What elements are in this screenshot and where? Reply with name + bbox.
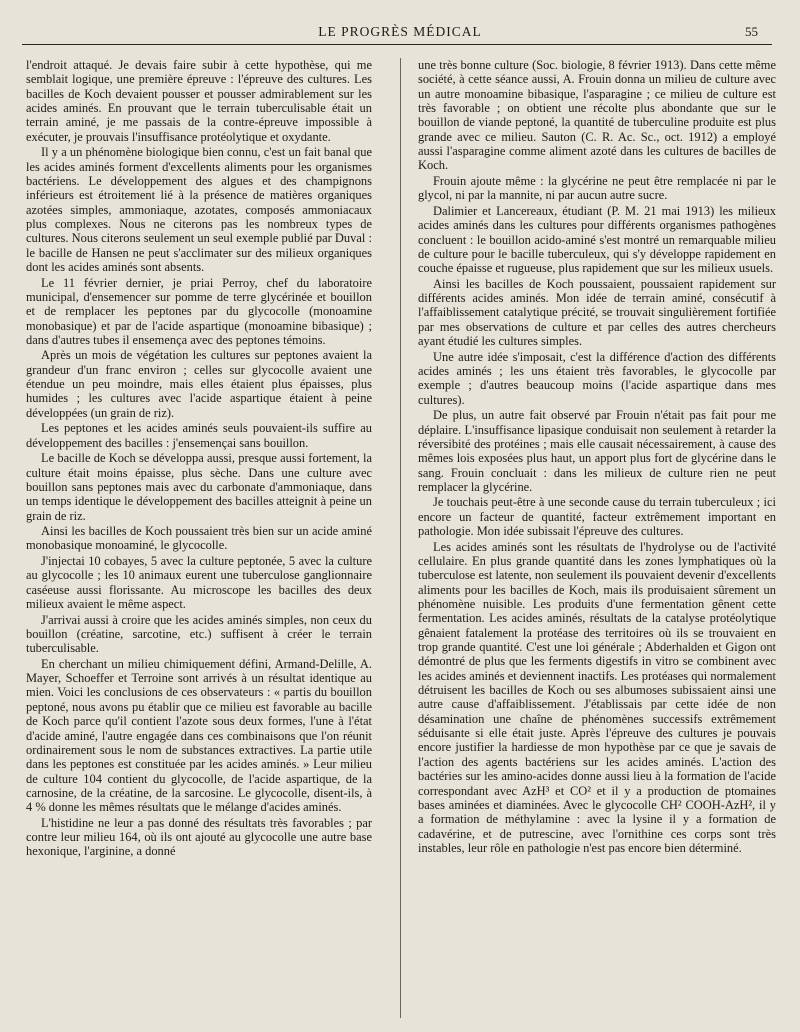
paragraph: Le bacille de Koch se développa aussi, presque aussi fortement, la culture était moins épaisse, plus sèche. Dans une culture avec bouillon sans peptones mais avec du carbonate d'ammoniaque, dans un temps identique le développement des bacilles atteignit à peine un grain de riz. xyxy=(26,451,372,523)
paragraph: Ainsi les bacilles de Koch poussaient très bien sur un acide aminé monobasique monoaminé, le glycocolle. xyxy=(26,524,372,553)
header-rule xyxy=(22,44,772,45)
paragraph: Une autre idée s'imposait, c'est la différence d'action des différents acides aminés ; les uns étaient très favorables, le glycocolle par exemple ; d'autres beaucoup moins (l'acide aspartique dans mes cultures). xyxy=(418,349,776,407)
paragraph: De plus, un autre fait observé par Frouin n'était pas fait pour me déplaire. L'insuffisance lipasique conduisait non seulement à retarder la réversibité des protéines ; mais elle causait nécessairement, à cause des mêmes lois exposées plus haut, un apport plus fort de glycérine dans le sang. Frouin concluait : dans les milieux de culture rien ne peut remplacer la glycérine. xyxy=(418,408,776,494)
paragraph: J'injectai 10 cobayes, 5 avec la culture peptonée, 5 avec la culture au glycocolle ; les 10 animaux eurent une tuberculose ganglionnaire caséeuse aussi florissante. Au microscope les bacilles des deux milieux avaient le même aspect. xyxy=(26,554,372,612)
left-column xyxy=(26,58,372,860)
paragraph: Frouin ajoute même : la glycérine ne peut être remplacée ni par le glycol, ni par la mannite, ni par aucun autre sucre. xyxy=(418,173,776,203)
paragraph: l'endroit attaqué. Je devais faire subir à cette hypothèse, qui me semblait logique, une première épreuve : l'épreuve des cultures. Les bacilles de Koch devaient pousser et pousser admirablement sur les acides aminés. En prouvant que le terrain tuberculisable était un terrain aminé, je me passais de la contre-épreuve impossible à exécuter, je prouvais l'insuffisance protéolytique et oxydante. xyxy=(26,58,372,144)
paragraph: Les peptones et les acides aminés seuls pouvaient-ils suffire au développement des bacilles : j'ensemençai sans bouillon. xyxy=(26,421,372,450)
paragraph: L'histidine ne leur a pas donné des résultats très favorables ; par contre leur milieu 164, où ils ont ajouté au glycocolle une autre base hexonique, l'arginine, a donné xyxy=(26,815,372,859)
paragraph: Il y a un phénomène biologique bien connu, c'est un fait banal que les acides aminés forment d'excellents aliments pour les organismes bactériens. Le développement des algues et des champignons inférieurs est étroitement lié à la présence de matières organiques azotées simples, ammoniaque, azotates, composés ammoniacaux plus complexes. Nous ne citerons pas les nombreux types de cultures. Nous citerons seulement un seul exemple publié par Duval : le bacille de Hansen ne peut s'acclimater sur des milieux organiques dont les acides aminés sont absents. xyxy=(26,145,372,274)
paragraph: Le 11 février dernier, je priai Perroy, chef du laboratoire municipal, d'ensemencer sur pomme de terre glycérinée et bouillon et de remplacer les peptones par du glycocolle (monoamine monobasique) et par de l'acide aspartique (monoamine bibasique) ; dans d'autres tubes il ensemença avec des peptones témoins. xyxy=(26,275,372,347)
paragraph: Je touchais peut-être à une seconde cause du terrain tuberculeux ; ici encore un facteur de quantité, facteur extrêmement important en pathologie. Mon idée subissait l'épreuve des cultures. xyxy=(418,495,776,539)
running-title: LE PROGRÈS MÉDICAL xyxy=(318,24,482,39)
paragraph: Les acides aminés sont les résultats de l'hydrolyse ou de l'activité cellulaire. En plus grande quantité dans les zones lymphatiques où la tuberculose est latente, non seulement ils pouvaient devenir d'excellents aliments pour les bacilles de Koch, mais ils produisaient sûrement un phénomène nuisible. Les produits d'une fermentation gênent cette fermentation. Les acides aminés, résultats de la catalyse protéolytique gênaient fatalement la protéase des territoires où ils se trouvaient en trop grande quantité. C'est une loi générale ; Abderhalden et Gigon ont démontré de plus que les ferments digestifs in vitro se combinent avec les acides aminés et deviennent inactifs. Les protéases qui normalement détruisent les bacilles de Koch ou ses albumoses subissaient ainsi une autre cause d'affaiblissement. J'établissais par cette idée de non désamination une chaîne de phénomènes successifs extrêmement séduisante si elle était juste. Après l'épreuve des cultures je pouvais encore justifier la hardiesse de mon hypothèse par ce que je savais de l'action des agents bactériens sur les acides aminés. L'action des bactéries sur les amino-acides donne aussi lieu à la formation de l'acide correspondant avec AzH³ et CO² et il y a production de ptomaines bases aminées et diaminées. Avec le glycocolle CH² COOH-AzH², il y a formation de méthylamine : avec la lysine il y a formation de cadavérine, et de putrescine, avec l'ornithine ces corps sont très instables, leur rôle en pathologie n'est pas encore bien déterminé. xyxy=(418,539,776,855)
paragraph: Dalimier et Lancereaux, étudiant (P. M. 21 mai 1913) les milieux acides aminés dans les cultures pour différents organismes pathogènes concluent : le bouillon acido-aminé s'est montré un remarquable milieu de culture pour le bacille tuberculeux, qui s'y développe rapidement en couche épaisse et rugueuse, plus rapidement que sur les milieux usuels. xyxy=(418,203,776,276)
right-column xyxy=(418,58,776,856)
paragraph: Après un mois de végétation les cultures sur peptones avaient la grandeur d'un franc environ ; celles sur glycocolle avaient une étendue un peu moindre, mais elles étaient plus épaisses, plus humides ; les cultures avec l'acide aspartique étaient à peine développées (un grain de riz). xyxy=(26,348,372,420)
paragraph: J'arrivai aussi à croire que les acides aminés simples, non ceux du bouillon (créatine, sarcotine, etc.) suffisent à créer le terrain tuberculisable. xyxy=(26,612,372,656)
page-header xyxy=(20,20,780,44)
column-divider xyxy=(400,58,401,1018)
paragraph: En cherchant un milieu chimiquement défini, Armand-Delille, A. Mayer, Schoeffer et Terroine sont arrivés à un résultat identique au mien. Voici les conclusions de ces observateurs : « partis du bouillon peptoné, nous avons pu établir que ce milieu est favorable au bacille de Koch parce qu'il contient l'azote sous deux formes, l'une à l'état d'acide aminé, l'autre engagée dans ces combinaisons que l'on réunit ordinairement sous le nom de substances extractives. La partie utile dans les peptones est constituée par les acides aminés. » Leur milieu de culture 104 contient du glycocolle, de l'acide aspartique, de la carnosine, de la créatine, de la sarcosine. Le glycocolle, disent-ils, à 4 % donne les mêmes résultats que le mélange d'acides aminés. xyxy=(26,656,372,815)
paragraph: une très bonne culture (Soc. biologie, 8 février 1913). Dans cette même société, à cette séance aussi, A. Frouin donna un milieu de culture avec un autre monoamine bibasique, l'asparagine ; ce milieu de culture est très favorable ; on obtient une récolte plus abondante que sur le bouillon de viande peptoné, la quantité de tuberculine produite est plus grande avec ce milieu. Sauton (C. R. Ac. Sc., oct. 1912) a employé aussi l'asparagine comme aliment azoté dans les cultures de bacilles de Koch. xyxy=(418,58,776,173)
paragraph: Ainsi les bacilles de Koch poussaient, poussaient rapidement sur différents acides aminés. Mon idée de terrain aminé, consécutif à l'affaiblissement catalytique précité, se trouvait singulièrement fortifiée par mes observations de culture et par celles des autres chercheurs ayant étudié les cultures simples. xyxy=(418,276,776,349)
page-number: 55 xyxy=(745,24,758,39)
